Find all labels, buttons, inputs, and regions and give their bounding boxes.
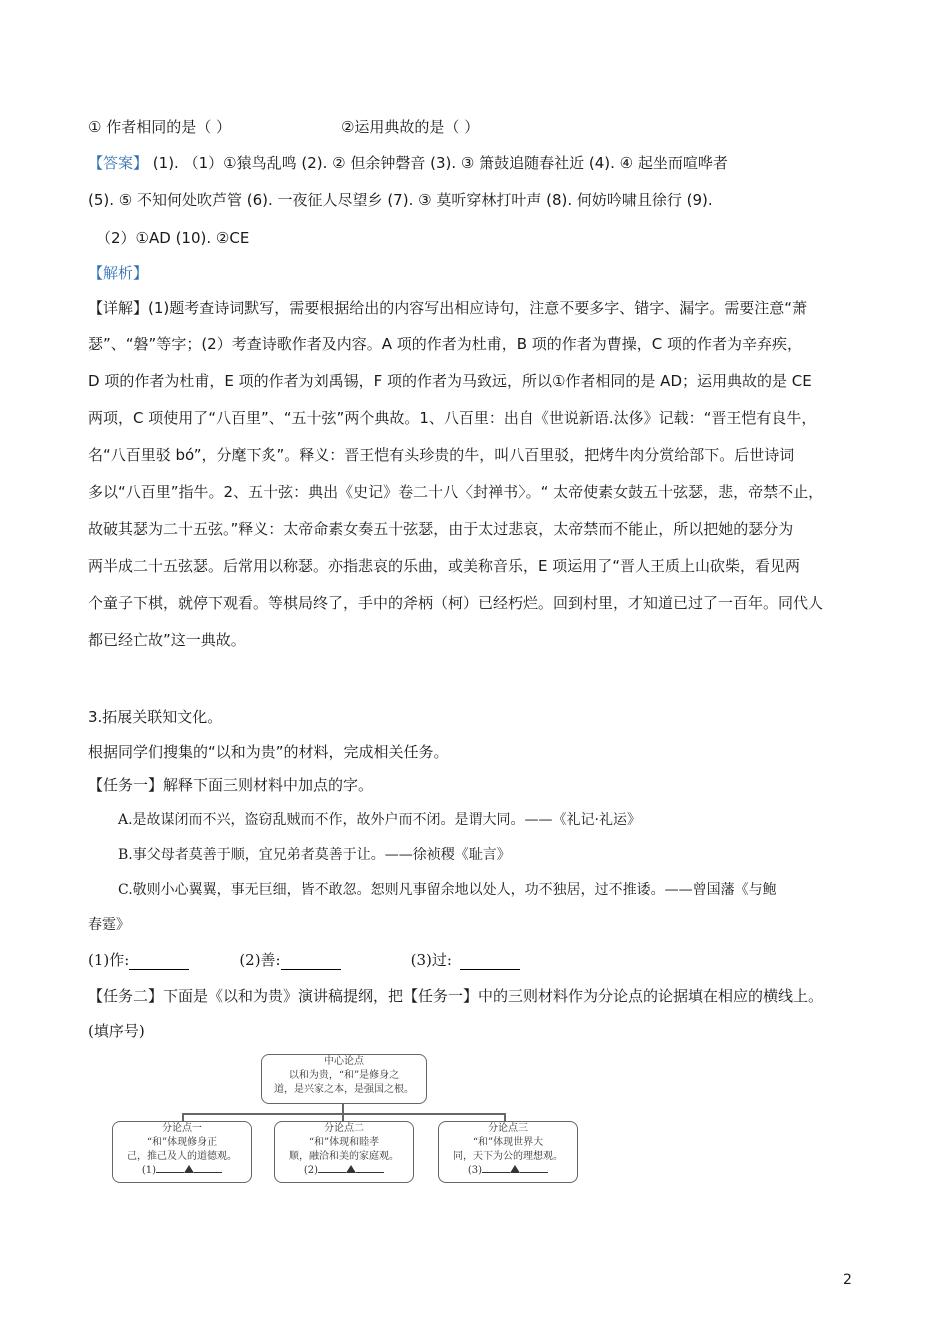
- sub-title: 分论点一: [162, 1123, 202, 1134]
- sub-argument-2-box: [274, 1121, 414, 1183]
- material-a: A.是故谋闭而不兴，盗窃乱贼而不作，故外户而不闭。是谓大同。——《礼记·礼运》: [118, 812, 642, 828]
- detail-line: 个童子下棋，就停下观看。等棋局终了，手中的斧柄（柯）已经朽烂。回到村里，才知道已过了一百年。同代人: [88, 594, 824, 612]
- material-c: C.敬则小心翼翼，事无巨细，皆不敢忽。恕则凡事留余地以处人，功不独居，过不推诿。——曾国藩《与鲍: [118, 882, 777, 898]
- detail-line: 【详解】(1)题考查诗词默写，需要根据给出的内容写出相应诗句，注意不要多字、错字、漏字。需要注意“萧: [88, 299, 808, 317]
- fill-row: [88, 950, 520, 970]
- detail-line: 两半成二十五弦瑟。后常用以称瑟。亦指悲哀的乐曲，或美称音乐，E 项运用了“晋人王质上山砍柴，看见两: [88, 557, 801, 575]
- answer-label: 【答案】: [88, 154, 149, 172]
- option-row: [88, 117, 479, 137]
- question-title: 3.拓展关联知文化。: [88, 708, 223, 726]
- option-allusion: ②运用典故的是（ ）: [340, 118, 480, 136]
- fill-label-2: (2)善:: [239, 951, 281, 969]
- sub-num: (2): [303, 1165, 319, 1176]
- material-b: B.事父母者莫善于顺，宜兄弟者莫善于让。——徐祯稷《耻言》: [118, 847, 511, 863]
- sub-num: (1): [141, 1165, 157, 1176]
- detail-line: 两项，C 项使用了“八百里”、“五十弦”两个典故。1、八百里：出自《世说新语.汰侈》记载：“晋王恺有良牛，: [88, 409, 817, 427]
- sub-text: 顺，融洽和美的家庭观。: [289, 1151, 399, 1162]
- center-text: 以和为贵，“和”是修身之: [288, 1070, 400, 1081]
- outline-diagram: [108, 1050, 563, 1190]
- detail-line: 故破其瑟为二十五弦。”释义：太帝命素女奏五十弦瑟，由于太过悲哀，太帝禁而不能止，所以把她的瑟分为: [88, 520, 794, 538]
- triangle-icon: [184, 1165, 194, 1173]
- sub-num: (3): [467, 1165, 483, 1176]
- detail-line: 都已经亡故”这一典故。: [88, 631, 246, 649]
- fill-label-3: (3)过:: [410, 951, 452, 969]
- task-two-note: (填序号): [88, 1022, 145, 1040]
- answer-text-3: （2）①AD (10). ②CE: [96, 229, 250, 247]
- connector-line: [342, 1113, 344, 1121]
- answer-blank-2[interactable]: [281, 955, 341, 970]
- answer-blank-1[interactable]: [129, 955, 189, 970]
- detail-line: 多以“八百里”指牛。2、五十弦：典出《史记》卷二十八〈封禅书〉。“ 太帝使素女鼓五十弦瑟，悲，帝禁不止，: [88, 483, 824, 501]
- page-number: 2: [843, 1272, 852, 1288]
- sub-text: 己，推己及人的道德观。: [127, 1151, 237, 1162]
- answer-blank-3[interactable]: [460, 955, 520, 970]
- task-two: 【任务二】下面是《以和为贵》演讲稿提纲，把【任务一】中的三则材料作为分论点的论据填在相应的横线上。: [88, 987, 824, 1005]
- fill-label-1: (1)作:: [88, 951, 130, 969]
- center-title: 中心论点: [324, 1056, 364, 1067]
- sub-title: 分论点二: [324, 1123, 364, 1134]
- center-text: 道，是兴家之本，是强国之根。: [274, 1084, 414, 1095]
- connector-line: [504, 1113, 506, 1121]
- sub-text: “和”体现世界大: [472, 1137, 544, 1148]
- analysis-label: 【解析】: [88, 264, 149, 282]
- answer-text-1: (1). （1）①猿鸟乱鸣 (2). ② 但余钟磬音 (3). ③ 箫鼓追随春社近 (4). ④ 起坐而喧哗者: [152, 154, 728, 172]
- answer-text-2: (5). ⑤ 不知何处吹芦管 (6). 一夜征人尽望乡 (7). ③ 莫听穿林打叶声 (8). 何妨吟啸且徐行 (9).: [88, 191, 713, 209]
- sub-text: “和”体现和睦孝: [308, 1137, 380, 1148]
- detail-line: 瑟”、“磐”等字；(2）考查诗歌作者及内容。A 项的作者为杜甫，B 项的作者为曹操，C 项的作者为辛弃疾，: [88, 335, 803, 353]
- option-same-author: ① 作者相同的是（ ）: [88, 118, 231, 136]
- triangle-icon: [346, 1165, 356, 1173]
- sub-text: “和”体现修身正: [146, 1137, 218, 1148]
- sub-title: 分论点三: [488, 1123, 528, 1134]
- detail-line: 名“八百里驳 bó”，分麾下炙”。释义：晋王恺有头珍贵的牛，叫八百里驳，把烤牛肉分赏给部下。后世诗词: [88, 446, 795, 464]
- question-intro: 根据同学们搜集的“以和为贵”的材料，完成相关任务。: [88, 743, 449, 761]
- sub-argument-3-box: [438, 1121, 578, 1183]
- sub-argument-1-box: [112, 1121, 252, 1183]
- triangle-icon: [510, 1165, 520, 1173]
- material-c-cont: 春霆》: [88, 917, 130, 933]
- detail-line: D 项的作者为杜甫，E 项的作者为刘禹锡，F 项的作者为马致远，所以①作者相同的是 AD；运用典故的是 CE: [88, 372, 812, 390]
- sub-text: 同，天下为公的理想观。: [453, 1151, 563, 1162]
- answer-line-1: [88, 153, 728, 173]
- task-one: 【任务一】解释下面三则材料中加点的字。: [88, 776, 374, 794]
- connector-line: [182, 1113, 184, 1121]
- center-argument-box: [261, 1054, 427, 1104]
